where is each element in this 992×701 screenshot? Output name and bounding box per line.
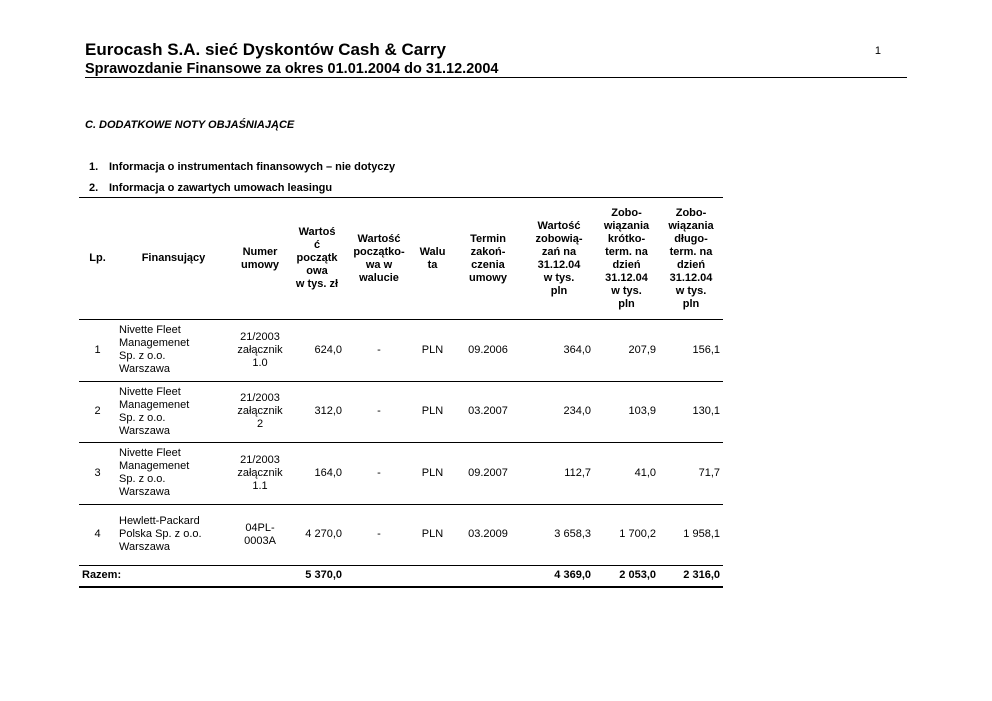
cell-line: długo- (674, 232, 708, 245)
cell-line: załącznik (237, 343, 283, 356)
cell-line: Lp. (89, 252, 106, 264)
cell-end-date: 09.2007 (468, 466, 508, 479)
header-divider (85, 77, 907, 78)
cell-line: pln (550, 284, 568, 297)
cell-contract-number (231, 504, 289, 566)
cell-line: Walu (419, 245, 446, 258)
cell-line: Managemenet (119, 460, 190, 473)
cell-line: 31.12.04 (669, 271, 713, 284)
note-item-2 (89, 182, 332, 194)
cell-line: zań na (541, 245, 577, 258)
cell-contract-number (231, 443, 289, 505)
cell-line: Nivette Fleet (119, 324, 181, 337)
note-number: 1. (89, 161, 99, 173)
cell-short-term: 207,9 (628, 343, 656, 356)
cell-currency: PLN (421, 528, 444, 541)
cell-line: 21/2003 (240, 392, 280, 405)
table-row (79, 320, 723, 382)
cell-lp: 2 (94, 405, 101, 418)
cell-line: ć (313, 239, 321, 251)
total-long-term: 2 316,0 (683, 569, 720, 582)
cell-line: Warszawa (119, 424, 170, 437)
header-currency (413, 198, 452, 320)
cell-line: w tys. (675, 284, 707, 297)
cell-line: czenia (471, 258, 505, 271)
cell-currency-value: - (377, 405, 381, 418)
cell-line: Numer (242, 245, 278, 258)
cell-line: Finansujący (141, 252, 206, 264)
leasing-table (79, 197, 723, 588)
cell-line: w tys. zł (295, 278, 339, 290)
total-liability: 4 369,0 (554, 569, 591, 582)
total-empty (345, 566, 413, 587)
cell-line: Polska Sp. z o.o. (119, 528, 202, 541)
cell-currency-value: - (377, 528, 381, 541)
header-end-date (452, 198, 524, 320)
cell-currency: PLN (421, 343, 444, 356)
cell-liability: 112,7 (564, 466, 591, 479)
cell-line: 31.12.04 (537, 258, 581, 271)
cell-line: Sp. z o.o. (119, 473, 166, 486)
total-empty (452, 566, 524, 587)
cell-line: Wartość (537, 219, 581, 232)
document-title: Eurocash S.A. sieć Dyskontów Cash & Carry (85, 40, 446, 59)
cell-long-term: 1 958,1 (683, 528, 720, 541)
total-empty (413, 566, 452, 587)
cell-financer (116, 504, 231, 566)
header-initial-value (289, 198, 345, 320)
cell-initial-value: 624,0 (314, 343, 342, 356)
cell-end-date: 03.2007 (468, 405, 508, 418)
cell-currency-value: - (377, 343, 381, 356)
table-row (79, 504, 723, 566)
cell-lp: 3 (94, 466, 101, 479)
cell-lp: 1 (94, 343, 101, 356)
cell-financer (116, 443, 231, 505)
cell-line: Warszawa (119, 486, 170, 499)
cell-line: 2 (256, 418, 264, 431)
cell-currency: PLN (421, 405, 444, 418)
total-short-term: 2 053,0 (619, 569, 656, 582)
cell-contract-number (231, 320, 289, 382)
document-subtitle: Sprawozdanie Finansowe za okres 01.01.2004 do 31.12.2004 (85, 61, 499, 77)
cell-line: walucie (359, 271, 399, 284)
cell-line: 04PL- (245, 521, 275, 534)
cell-line: 31.12.04 (605, 271, 648, 284)
header-financer (116, 198, 231, 320)
cell-line: umowy (241, 258, 279, 271)
cell-line: owa (306, 265, 328, 277)
header-contract-number (231, 198, 289, 320)
cell-line: Managemenet (119, 337, 190, 350)
note-text: Informacja o instrumentach finansowych – nie dotyczy (109, 161, 396, 173)
cell-short-term: 41,0 (634, 466, 656, 479)
note-text: Informacja o zawartych umowach leasingu (109, 182, 333, 194)
cell-line: zobowią- (535, 232, 583, 245)
cell-line: Wartoś (298, 226, 336, 238)
page-number: 1 (874, 45, 881, 57)
cell-financer (116, 381, 231, 443)
total-initial-value: 5 370,0 (305, 569, 342, 582)
cell-line: załącznik (237, 466, 283, 479)
cell-initial-value: 4 270,0 (305, 528, 342, 541)
cell-line: 0003A (244, 534, 276, 547)
cell-line: w tys. (543, 271, 575, 284)
cell-liability: 3 658,3 (554, 528, 591, 541)
cell-short-term: 103,9 (628, 405, 656, 418)
cell-long-term: 130,1 (692, 405, 720, 418)
cell-line: 1.0 (252, 356, 268, 369)
cell-line: Wartość (357, 232, 401, 245)
table-body (79, 320, 723, 587)
cell-line: Sp. z o.o. (119, 411, 166, 424)
cell-line: początk (296, 252, 338, 264)
cell-line: Managemenet (119, 398, 190, 411)
cell-line: Nivette Fleet (119, 385, 181, 398)
cell-initial-value: 164,0 (314, 466, 342, 479)
table-total-row (79, 566, 723, 587)
cell-initial-value: 312,0 (314, 405, 342, 418)
cell-line: 1.1 (252, 479, 268, 492)
cell-line: Sp. z o.o. (119, 350, 166, 363)
cell-line: Warszawa (119, 363, 170, 376)
header-currency-value (345, 198, 413, 320)
cell-end-date: 03.2009 (468, 528, 508, 541)
cell-line: Termin (470, 232, 506, 245)
cell-line: wiązania (668, 219, 714, 232)
cell-contract-number (231, 381, 289, 443)
cell-long-term: 156,1 (692, 343, 720, 356)
cell-line: pln (618, 297, 635, 310)
cell-line: wa w (365, 258, 393, 271)
cell-line: term. na (605, 245, 648, 258)
cell-line: początko- (353, 245, 405, 258)
note-number: 2. (89, 182, 99, 194)
cell-line: Warszawa (119, 541, 170, 554)
cell-liability: 364,0 (563, 343, 591, 356)
cell-line: ta (427, 258, 438, 271)
cell-liability: 234,0 (563, 405, 591, 418)
cell-end-date: 09.2006 (468, 343, 508, 356)
header-long-term (659, 198, 723, 320)
cell-line: załącznik (237, 405, 283, 418)
cell-currency: PLN (421, 466, 444, 479)
table-row (79, 443, 723, 505)
cell-line: Zobo- (611, 206, 642, 219)
cell-line: w tys. (611, 284, 642, 297)
cell-line: Hewlett-Packard (119, 515, 200, 528)
cell-short-term: 1 700,2 (619, 528, 656, 541)
cell-line: dzień (676, 258, 706, 271)
section-heading: C. DODATKOWE NOTY OBJAŚNIAJĄCE (85, 119, 295, 131)
header-short-term (594, 198, 659, 320)
cell-line: pln (682, 297, 700, 310)
cell-financer (116, 320, 231, 382)
cell-lp: 4 (94, 528, 101, 541)
table-row (79, 381, 723, 443)
cell-line: umowy (469, 271, 507, 284)
cell-line: krótko- (607, 232, 646, 245)
cell-currency-value: - (377, 466, 381, 479)
cell-line: dzień (612, 258, 641, 271)
cell-long-term: 71,7 (698, 466, 720, 479)
header-lp (79, 198, 116, 320)
total-label: Razem: (82, 569, 122, 582)
note-item-1 (89, 161, 395, 173)
cell-line: 21/2003 (240, 453, 280, 466)
header-liability (524, 198, 594, 320)
cell-line: Zobo- (675, 206, 707, 219)
cell-line: 21/2003 (240, 330, 280, 343)
table-header-row (79, 198, 723, 320)
cell-line: Nivette Fleet (119, 447, 181, 460)
cell-line: zakoń- (470, 245, 506, 258)
cell-line: wiązania (603, 219, 650, 232)
cell-line: term. na (669, 245, 713, 258)
